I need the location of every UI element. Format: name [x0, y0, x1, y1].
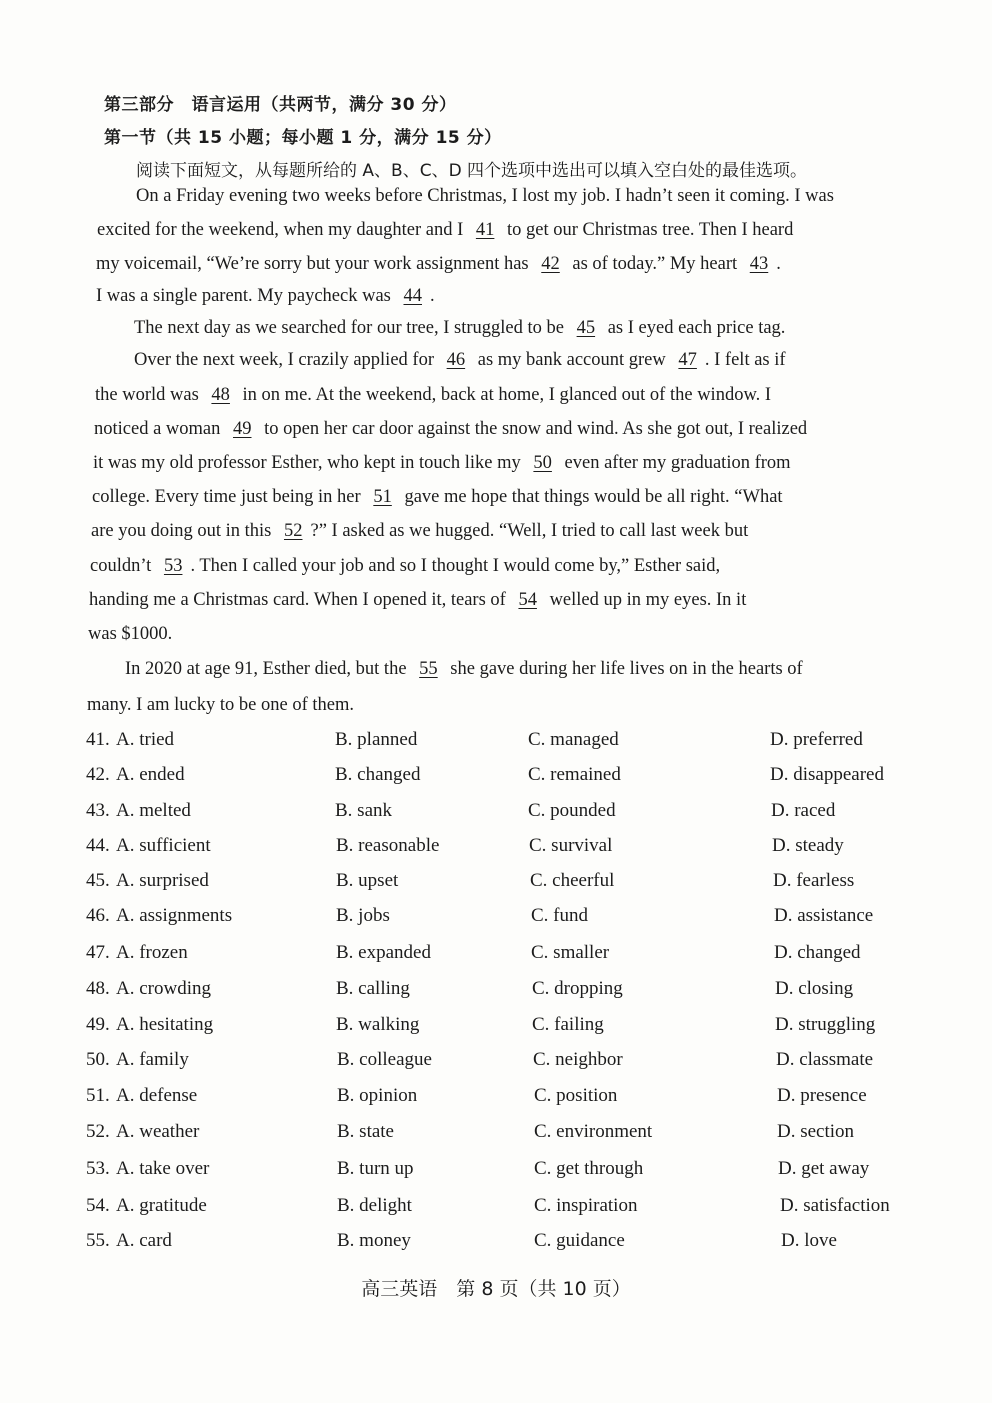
blank-53: 53 [163, 556, 183, 576]
blank-49: 49 [233, 419, 252, 439]
question-row [86, 764, 916, 794]
option-d: D. section [777, 1121, 855, 1142]
question-number: 53. [86, 1158, 110, 1179]
section-title: 第三部分 语言运用（共两节，满分 30 分） [104, 95, 457, 115]
passage-line: it was my old professor Esther, who kept in touch like my 50 even after my graduation from [93, 453, 791, 473]
option-b: B. reasonable [336, 835, 440, 856]
blank-45: 45 [576, 318, 596, 338]
option-b: B. money [337, 1230, 411, 1251]
passage-line: noticed a woman 49 to open her car door against the snow and wind. As she got out, I realized [94, 419, 808, 439]
question-row [86, 1230, 916, 1260]
option-b: B. calling [336, 978, 410, 999]
question-row [86, 1195, 916, 1225]
option-a: A. take over [116, 1158, 210, 1179]
question-number: 47. [86, 942, 110, 963]
option-a: A. sufficient [116, 835, 211, 856]
option-d: D. closing [775, 978, 854, 999]
question-row [86, 942, 916, 972]
blank-47: 47 [678, 350, 697, 370]
option-d: D. presence [777, 1085, 867, 1106]
option-b: B. opinion [337, 1085, 418, 1106]
option-c: C. guidance [534, 1230, 625, 1251]
option-a: A. assignments [116, 905, 233, 926]
blank-46: 46 [446, 350, 466, 370]
blank-48: 48 [211, 385, 230, 405]
passage-line: handing me a Christmas card. When I opened it, tears of 54 welled up in my eyes. In it [89, 590, 747, 610]
option-d: D. raced [771, 800, 836, 821]
question-row [86, 1049, 916, 1079]
option-c: C. remained [528, 764, 621, 785]
option-d: D. assistance [774, 905, 874, 926]
passage-line: The next day as we searched for our tree, I struggled to be 45 as I eyed each price tag. [134, 318, 786, 338]
option-b: B. jobs [336, 905, 390, 926]
option-b: B. delight [337, 1195, 412, 1216]
blank-55: 55 [419, 659, 438, 679]
option-d: D. satisfaction [780, 1195, 890, 1216]
blank-41: 41 [475, 220, 495, 240]
page-footer: 高三英语 第 8 页（共 10 页） [361, 1278, 631, 1300]
question-number: 45. [86, 870, 110, 891]
question-row [86, 800, 916, 830]
option-b: B. upset [336, 870, 399, 891]
option-b: B. planned [335, 729, 418, 750]
passage-line: couldn’t 53 . Then I called your job and so I thought I would come by,” Esther said, [90, 556, 721, 576]
question-number: 42. [86, 764, 110, 785]
option-b: B. colleague [337, 1049, 432, 1070]
option-c: C. environment [534, 1121, 653, 1142]
passage-line: the world was 48 in on me. At the weekend, back at home, I glanced out of the window. I [95, 385, 772, 405]
passage-line: was $1000. [88, 624, 173, 644]
option-a: A. ended [116, 764, 185, 785]
option-c: C. position [534, 1085, 618, 1106]
passage-line: are you doing out in this 52 ?” I asked as we hugged. “Well, I tried to call last week but [91, 521, 749, 541]
option-a: A. gratitude [116, 1195, 207, 1216]
question-number: 55. [86, 1230, 110, 1251]
passage-line: In 2020 at age 91, Esther died, but the 55 she gave during her life lives on in the hearts of [125, 659, 803, 679]
option-d: D. struggling [775, 1014, 876, 1035]
option-c: C. managed [528, 729, 619, 750]
blank-43: 43 [749, 254, 769, 274]
option-d: D. love [781, 1230, 837, 1251]
option-d: D. fearless [773, 870, 855, 891]
question-number: 51. [86, 1085, 110, 1106]
option-d: D. steady [772, 835, 844, 856]
blank-51: 51 [373, 487, 392, 507]
option-d: D. preferred [770, 729, 863, 750]
instructions: 阅读下面短文，从每题所给的 A、B、C、D 四个选项中选出可以填入空白处的最佳选项。 [136, 161, 808, 181]
question-row [86, 870, 916, 900]
question-row [86, 729, 916, 759]
option-b: B. sank [335, 800, 392, 821]
passage-line: I was a single parent. My paycheck was 44 . [96, 286, 435, 306]
question-row [86, 1014, 916, 1044]
option-c: C. get through [534, 1158, 644, 1179]
option-a: A. melted [116, 800, 191, 821]
question-row [86, 905, 916, 935]
option-a: A. defense [116, 1085, 198, 1106]
question-row [86, 1121, 916, 1151]
question-number: 54. [86, 1195, 110, 1216]
option-a: A. frozen [116, 942, 188, 963]
option-c: C. failing [532, 1014, 604, 1035]
question-number: 50. [86, 1049, 110, 1070]
option-c: C. pounded [528, 800, 616, 821]
question-row [86, 978, 916, 1008]
question-number: 48. [86, 978, 110, 999]
question-row [86, 1158, 916, 1188]
question-number: 41. [86, 729, 110, 750]
option-b: B. walking [336, 1014, 420, 1035]
option-c: C. survival [529, 835, 613, 856]
option-c: C. inspiration [534, 1195, 638, 1216]
option-c: C. fund [531, 905, 588, 926]
question-number: 44. [86, 835, 110, 856]
passage-line: college. Every time just being in her 51 gave me hope that things would be all right. “What [92, 487, 783, 507]
option-b: B. state [337, 1121, 394, 1142]
option-d: D. get away [778, 1158, 870, 1179]
subsection-title: 第一节（共 15 小题；每小题 1 分，满分 15 分） [104, 128, 502, 148]
blank-50: 50 [533, 453, 552, 473]
option-a: A. tried [116, 729, 175, 750]
question-number: 49. [86, 1014, 110, 1035]
question-number: 43. [86, 800, 110, 821]
blank-52: 52 [283, 521, 303, 541]
option-c: C. neighbor [533, 1049, 623, 1070]
question-number: 52. [86, 1121, 110, 1142]
passage-line: On a Friday evening two weeks before Christmas, I lost my job. I hadn’t seen it coming. I was [136, 186, 834, 206]
blank-42: 42 [541, 254, 560, 274]
passage-line: Over the next week, I crazily applied for 46 as my bank account grew 47 . I felt as if [134, 350, 786, 370]
option-a: A. weather [116, 1121, 200, 1142]
option-a: A. family [116, 1049, 189, 1070]
blank-54: 54 [518, 590, 537, 610]
option-c: C. smaller [531, 942, 610, 963]
blank-44: 44 [403, 286, 422, 306]
question-row [86, 1085, 916, 1115]
option-c: C. dropping [532, 978, 623, 999]
option-a: A. crowding [116, 978, 211, 999]
question-row [86, 835, 916, 865]
option-b: B. turn up [337, 1158, 414, 1179]
option-d: D. classmate [776, 1049, 874, 1070]
question-number: 46. [86, 905, 110, 926]
option-a: A. card [116, 1230, 172, 1251]
option-b: B. expanded [336, 942, 431, 963]
option-d: D. disappeared [770, 764, 884, 785]
passage-line: excited for the weekend, when my daughter and I 41 to get our Christmas tree. Then I heard [97, 220, 794, 240]
option-c: C. cheerful [530, 870, 615, 891]
passage-line: many. I am lucky to be one of them. [87, 695, 354, 715]
option-a: A. surprised [116, 870, 209, 891]
passage-line: my voicemail, “We’re sorry but your work assignment has 42 as of today.” My heart 43 . [96, 254, 781, 274]
option-d: D. changed [774, 942, 861, 963]
option-a: A. hesitating [116, 1014, 214, 1035]
option-b: B. changed [335, 764, 421, 785]
